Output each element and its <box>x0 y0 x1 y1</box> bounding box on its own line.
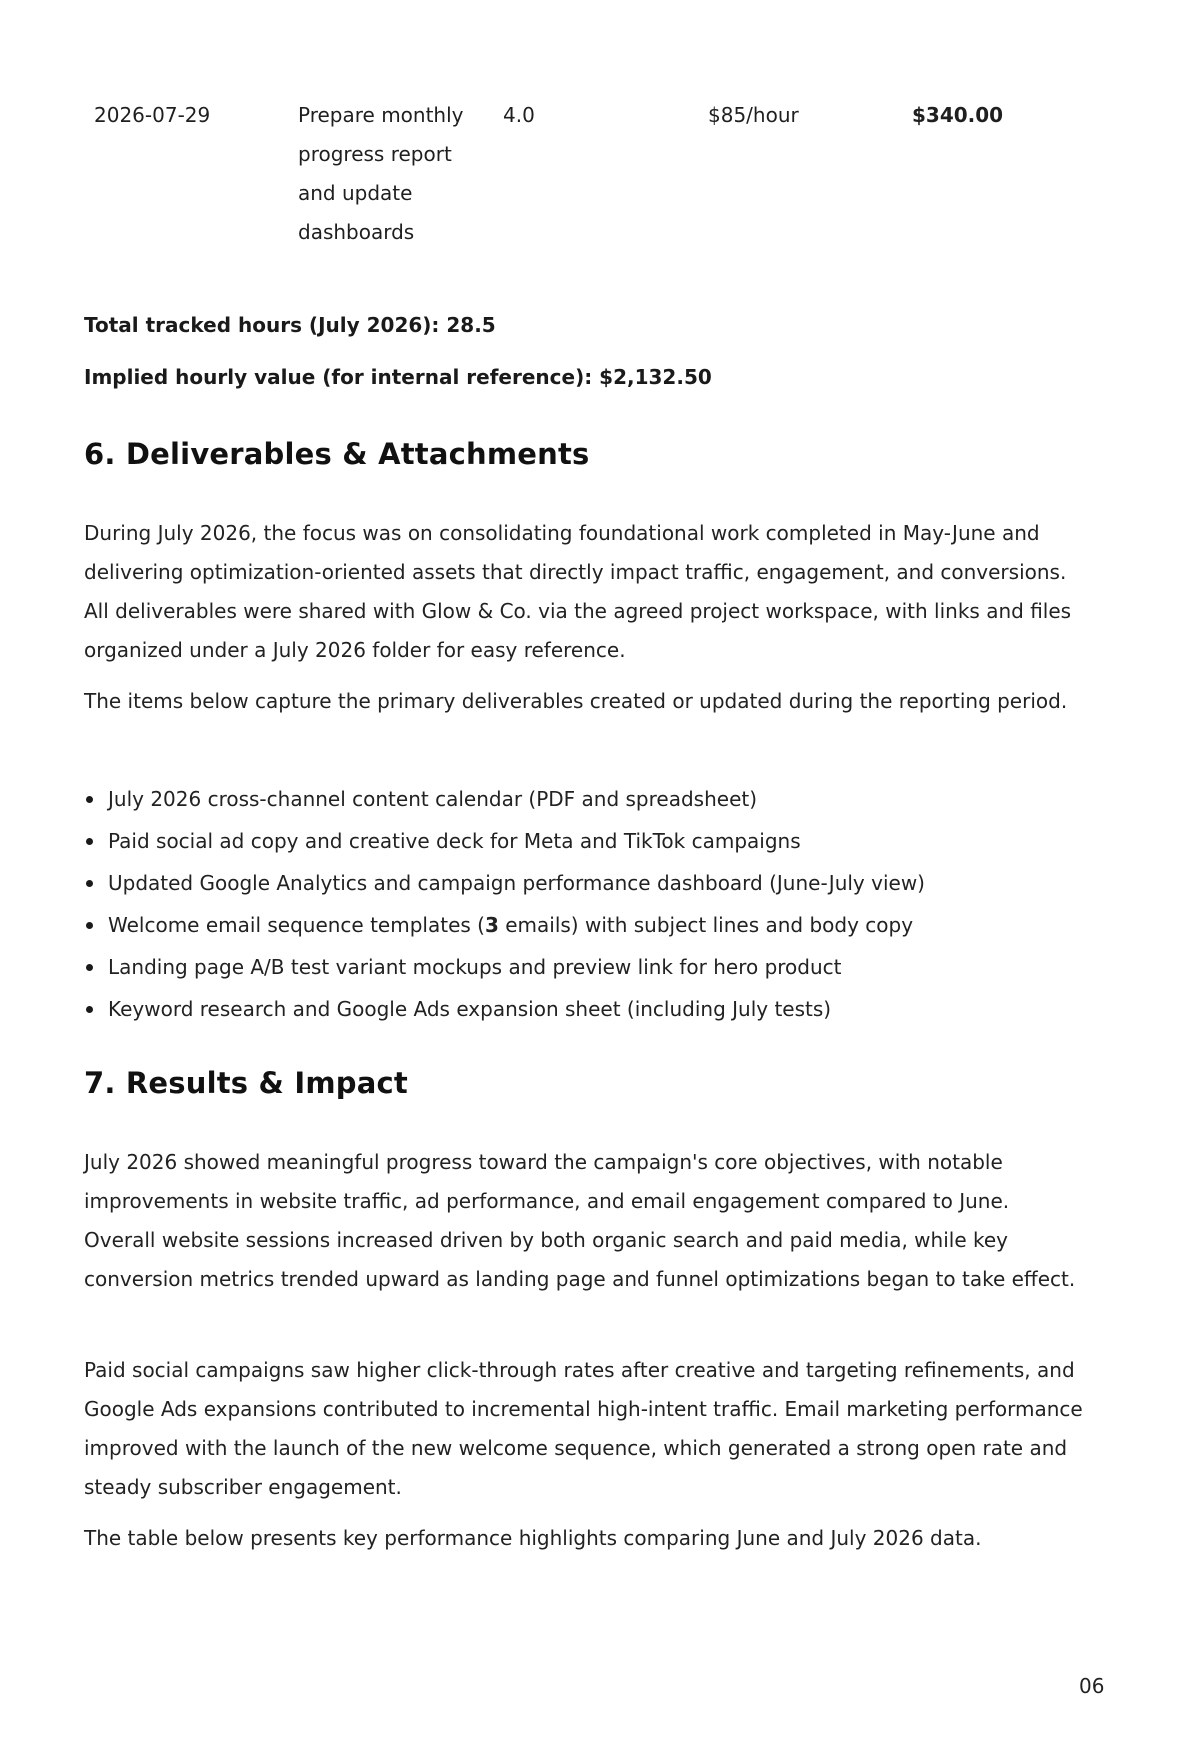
list-item: Welcome email sequence templates (3 emails) with subject lines and body copy <box>84 904 1104 946</box>
bullet-icon <box>86 964 93 971</box>
entry-date: 2026-07-29 <box>94 103 211 127</box>
entry-amount: $340.00 <box>912 103 1004 127</box>
entry-description: Prepare monthly progress report and update dashboards <box>298 103 464 244</box>
entry-hours: 4.0 <box>503 103 535 127</box>
implied-hourly-value: Implied hourly value (for internal reference): $2,132.50 <box>84 365 712 389</box>
page-number: 06 <box>1079 1674 1105 1698</box>
list-item: Landing page A/B test variant mockups and preview link for hero product <box>84 946 1104 988</box>
bullet-icon <box>86 796 93 803</box>
email-count: 3 <box>484 913 499 937</box>
deliverables-list <box>84 778 1104 1030</box>
list-item: July 2026 cross-channel content calendar (PDF and spreadsheet) <box>84 778 1104 820</box>
list-item: Updated Google Analytics and campaign performance dashboard (June-July view) <box>84 862 1104 904</box>
bullet-icon <box>86 922 93 929</box>
entry-rate: $85/hour <box>708 103 799 127</box>
section-6-paragraph-1: During July 2026, the focus was on consolidating foundational work completed in May-June and delivering optimization-oriented assets that directly impact traffic, engagement, and conversions. All deliverables were shared with Glow & Co. via the agreed project workspace, with links and files organized under a July 2026 folder for easy reference. <box>84 521 1072 662</box>
section-6-paragraph-2: The items below capture the primary deliverables created or updated during the reporting period. <box>84 689 1068 713</box>
section-7-paragraph-2: Paid social campaigns saw higher click-through rates after creative and targeting refinements, and Google Ads expansions contributed to incremental high-intent traffic. Email marketing performance improved with the launch of the new welcome sequence, which generated a strong open rate and steady subscriber engagement. <box>84 1358 1083 1499</box>
list-item: Paid social ad copy and creative deck for Meta and TikTok campaigns <box>84 820 1104 862</box>
section-7-heading: 7. Results & Impact <box>84 1066 408 1100</box>
section-7-paragraph-1: July 2026 showed meaningful progress toward the campaign's core objectives, with notable improvements in website traffic, ad performance, and email engagement compared to June. Overall website sessions increased driven by both organic search and paid media, while key conversion metrics trended upward as landing page and funnel optimizations began to take effect. <box>84 1150 1076 1291</box>
total-tracked-hours: Total tracked hours (July 2026): 28.5 <box>84 313 496 337</box>
bullet-icon <box>86 1006 93 1013</box>
bullet-icon <box>86 880 93 887</box>
section-6-heading: 6. Deliverables & Attachments <box>84 437 590 471</box>
section-7-paragraph-3: The table below presents key performance highlights comparing June and July 2026 data. <box>84 1526 982 1550</box>
bullet-icon <box>86 838 93 845</box>
list-item: Keyword research and Google Ads expansion sheet (including July tests) <box>84 988 1104 1030</box>
